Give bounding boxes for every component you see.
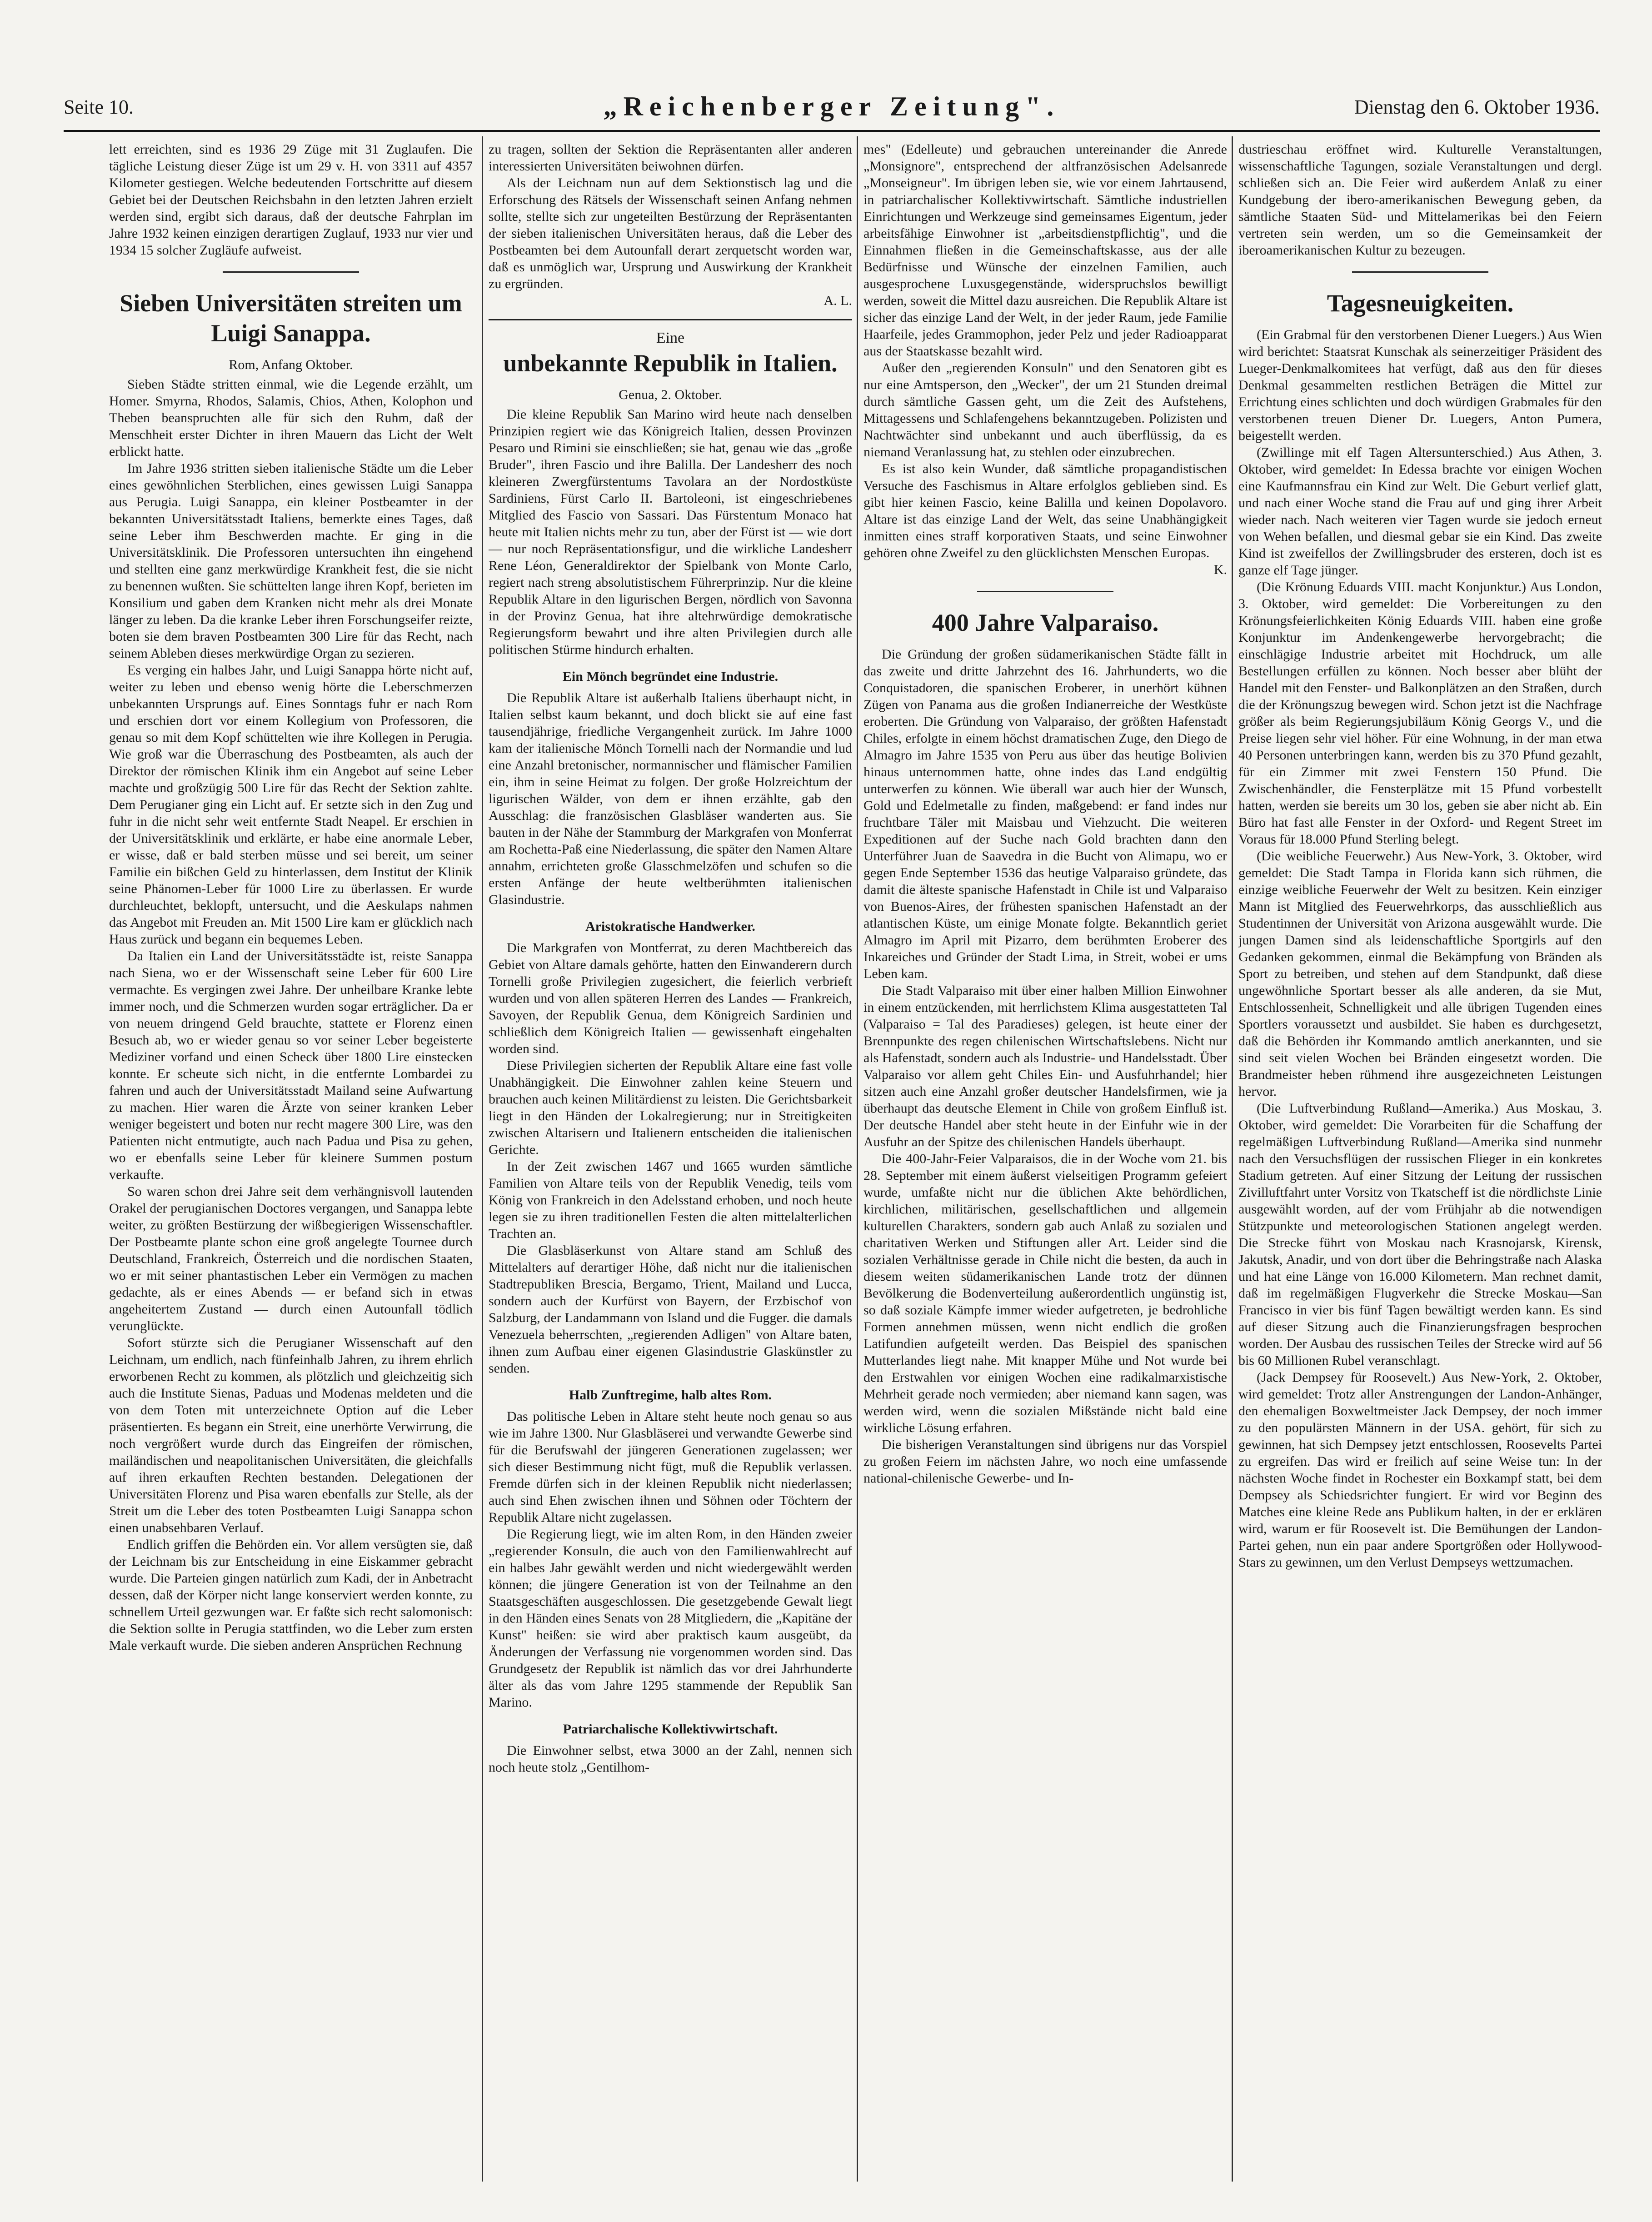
article-paragraph: Die Regierung liegt, wie im alten Rom, in den Händen zweier „regierender Konsuln, die auch von den Familienwahlrecht auf ein halbes Jahr gewählt werden und nicht wiedergewählt werden können; die jüngere Generation ist von der Teilnahme an den Staatsgeschäften ausgeschlossen. Die gesetzgebende Gewalt liegt in den Händen eines Senats von 28 Mitgliedern, die „Kapitäne der Kunst" heißen: sie wird aber praktisch kaum ausgeübt, da Änderungen der Verfassung nie vorgenommen worden sind. Das Grundgesetz der Republik ist nämlich das vor drei Jahrhunderte älter als das vom Jahre 1295 stammende der Republik San Marino. bbox=[489, 1527, 852, 1710]
article-signature: A. L. bbox=[824, 293, 852, 308]
article-paragraph: Es verging ein halbes Jahr, und Luigi Sanappa hörte nicht auf, weiter zu leben und ebenso wenig hörte die Leberschmerzen unbekannten Ursprungs auf. Eines Sonntags fuhr er nach Rom und erschien dort vor einem Kollegium von Professoren, die genau so mit dem Kopf schüttelten wie ihre Kollegen in Perugia. Wie groß war die Überraschung des Postbeamten, als auch der Direktor der römischen Klinik ihm ein Angebot auf seine Leber machte und großzügig 500 Lire für das Recht der Sektion zahlte. Dem Perugianer ging ein Licht auf. Er setzte sich in den Zug und fuhr in die nicht sehr weit entfernte Stadt Neapel. Er erschien in der Universitätsklinik und erklärte, er habe eine anormale Leber, er wisse, daß er bald sterben müsse und sei bereit, um seiner Familie ein bißchen Geld zu hinterlassen, dem Institut der Klinik seine Phänomen-Leber für 1000 Lire zu überlassen. Er wurde durchleuchtet, beklopft, untersucht, und die Aeskulaps nahmen das Angebot mit Freuden an. Mit 1500 Lire kam er glücklich nach Haus zurück und begann ein bequemes Leben. bbox=[109, 663, 473, 947]
article-paragraph: Da Italien ein Land der Universitätsstädte ist, reiste Sanappa nach Siena, wo er der Wissenschaft seine Leber für 600 Lire vermachte. Es vergingen zwei Jahre. Der unheilbare Kranke lebte immer noch, und die Schmerzen wurden sogar erträglicher. Da er von neuem dringend Geld brauchte, stattete er Florenz einen Besuch ab, wo er wieder genau so vor seiner Leber begeisterte Mediziner vorfand und einen Scheck über 1800 Lire einstecken konnte. Er scheute sich nicht, in die entfernte Lombardei zu fahren und auch der Universitätsstadt Mailand seine Aufwartung zu machen. Hier waren die Ärzte von seiner kranken Leber weniger begeistert und boten nur recht magere 300 Lire, was den Patienten nicht entmutigte, auch nach Padua und Pisa zu gehen, wo er ebenfalls seine Leber für kleinere Summen postum verkaufte. bbox=[109, 949, 473, 1182]
column-4 bbox=[1238, 141, 1602, 2172]
masthead-title: „Reichenberger Zeitung". bbox=[603, 91, 1060, 121]
article-dateline: Genua, 2. Oktober. bbox=[619, 387, 722, 402]
article-paragraph: Diese Privilegien sicherten der Republik Altare eine fast volle Unabhängigkeit. Die Einwohner zahlen keine Steuern und brauchen auch keinen Militärdienst zu leisten. Die Gerichtsbarkeit liegt in den Händen der Lokalregierung; nur in Streitigkeiten zwischen Altarisern und Italienern entscheiden die italienischen Gerichte. bbox=[489, 1058, 852, 1157]
section-headline: Tagesneuigkeiten. bbox=[1327, 290, 1514, 317]
column-divider bbox=[482, 136, 483, 2182]
article-separator bbox=[1352, 271, 1488, 273]
section-subhead: Patriarchalische Kollektivwirtschaft. bbox=[563, 1722, 778, 1737]
article-continuation: mes" (Edelleute) und gebrauchen untereinander die Anrede „Monsignore", entsprechend der altfranzösischen Adelsanrede „Monseigneur". Im übrigen leben sie, wie vor einem Jahrtausend, in patriarchalischer Kollektivwirtschaft. Sämtliche industriellen Einrichtungen und Werkzeuge sind gemeinsames Eigentum, jeder arbeitsfähige Einwohner ist „arbeitsdienstpflichtig", und die Einnahmen fließen in die Gemeinschaftskasse, aus der alle Bedürfnisse und Wünsche der einzelnen Familien, auch ausgesprochene Luxusgegenstände, widerspruchslos bewilligt werden, soweit die Mittel dazu ausreichen. Die Republik Altare ist sicher das einzige Land der Welt, in der jeder Raum, jede Familie Haarfeile, jedes Grammophon, jeder Pelz und jeder Radioapparat aus der Staatskasse bezahlt wird. bbox=[863, 142, 1227, 359]
article-paragraph: Außer den „regierenden Konsuln" und den Senatoren gibt es nur eine Amtsperson, den „Wecker", der um 21 Stunden dreimal durch sämtliche Gassen geht, um die Zeit des Aufstehens, Mittagessens und Schlafengehens bekanntzugeben. Polizisten und Nachtwächter sind unbekannt und auch überflüssig, da es niemand Veranlassung hat, zu stehlen oder einzubrechen. bbox=[863, 360, 1227, 459]
section-subhead: Halb Zunftregime, halb altes Rom. bbox=[569, 1388, 772, 1403]
article-paragraph: Es ist also kein Wunder, daß sämtliche propagandistischen Versuche des Faschismus in Altare erfolglos geblieben sind. Es gibt hier keinen Fascio, keine Balilla und keinen Dopolavoro. Altare ist das einzige Land der Welt, das seine Unabhängigkeit inmitten eines straff korporativen Staats, und seine Einwohner gehören ohne Zweifel zu den glücklichsten Menschen Europas. bbox=[863, 461, 1227, 560]
article-separator bbox=[977, 591, 1113, 592]
article-kicker: Eine bbox=[656, 330, 685, 346]
article-paragraph: Die Markgrafen von Montferrat, zu deren Machtbereich das Gebiet von Altare damals gehörte, hatten den Einwanderern durch Tornelli große Privilegien zugesichert, die feierlich verbrieft wurden und von allen späteren Herren des Landes — Frankreich, Savoyen, der Republik Genua, dem Königreich Sardinien und schließlich dem Königreich Italien — gewissenhaft eingehalten worden sind. bbox=[489, 940, 852, 1056]
article-continuation: dustrieschau eröffnet wird. Kulturelle Veranstaltungen, wissenschaftliche Tagungen, soziale Veranstaltungen und dergl. schließen sich an. Die Feier wird außerdem Anlaß zu einer Kundgebung der ibero-amerikanischen Bewegung geben, da sämtliche Staaten Süd- und Mittelamerikas bei den Feiern vertreten sein werden, um so die Gemeinsamkeit der iberoamerikanischen Kultur zu bezeugen. bbox=[1238, 142, 1602, 258]
article-signature: K. bbox=[1213, 562, 1227, 577]
news-item: (Jack Dempsey für Roosevelt.) Aus New-York, 2. Oktober, wird gemeldet: Trotz aller Anstrengungen der Landon-Anhänger, den ehemaligen Boxweltmeister Jack Dempsey, der noch immer zu den populärsten Männern in der USA. gehört, für sich zu gewinnen, hat sich Dempsey jetzt entschlossen, Roosevelts Partei zu ergreifen. Das wird er freilich auf seine Weise tun: In der nächsten Woche findet in Rochester ein Boxkampf statt, bei dem Dempsey als Schiedsrichter fungiert. Er wird vor Beginn des Matches eine kleine Rede ans Publikum halten, in der er erklären wird, warum er für Roosevelt ist. Die Bemühungen der Landon-Partei gehen, nun ein paar andere Sportgrößen oder Hollywood-Stars zu gewinnen, um den Verlust Dempseys wettzumachen. bbox=[1238, 1370, 1602, 1570]
article-paragraph: Die Gründung der großen südamerikanischen Städte fällt in das zweite und dritte Jahrzehnt des 16. Jahrhunderts, wo die Conquistadoren, die spanischen Eroberer, in unerhört kühnen Zügen von Panama aus die großen Indianerreiche der Westküste eroberten. Die Gründung von Valparaiso, der größten Hafenstadt Chiles, erfolgte in einem höchst dramatischen Zuge, den Diego de Almagro im Jahre 1535 von Peru aus über das heutige Bolivien hinaus unternommen hatte, ohne indes das Land endgültig unterwerfen zu können. Wie überall war auch hier der Wunsch, Gold und Edelmetalle zu finden, maßgebend: er fand indes nur fruchtbare Täler mit Maisbau und Viehzucht. Die weiteren Expeditionen auf der Suche nach Gold brachten dann den Unterführer Juan de Saavedra in die Bucht von Alimapu, wo er gegen Ende September 1536 das heutige Valparaiso gründete, das damit die älteste spanische Hafenstadt in Chile ist und Valparaiso von Buenos-Aires, der frühesten spanischen Hafenstadt an der atlantischen Küste, um einige Monate folgte. Bekanntlich geriet Almagro im April mit Pizarro, dem berühmten Eroberer des Inkareiches und Gründer der Stadt Lima, in Streit, wobei er ums Leben kam. bbox=[863, 647, 1227, 981]
column-2 bbox=[489, 141, 852, 2172]
header-rule bbox=[64, 130, 1600, 132]
article-paragraph: Die 400-Jahr-Feier Valparaisos, die in der Woche vom 21. bis 28. September mit einem äußerst vielseitigen Programm gefeiert wurde, umfaßte nicht nur die üblichen Akte behördlichen, kirchlichen, militärischen, gesellschaftlichen und allgemein kulturellen Charakters, sondern gab auch Anlaß zu sozialen und charitativen Werken und Stiftungen aller Art. Leider sind die sozialen Verhältnisse gerade in Chile nicht die besten, da auch in diesem weiten südamerikanischen Lande trotz der dünnen Bevölkerung die Bodenverteilung außerordentlich ungünstig ist, so daß soziale Kämpfe immer wieder aufgetreten, je bedrohliche Formen annehmen müssen, wenn nicht endlich die großen Latifundien aufgeteilt werden. Das Beispiel des spanischen Mutterlandes liegt nahe. Mit knapper Mühe und Not wurde bei den Erstwahlen vor einigen Wochen eine radikalmarxistische Mehrheit gerade noch vermieden; aber niemand kann sagen, was werden wird, wenn die sozialen Mißstände nicht bald eine wirkliche Lösung erfahren. bbox=[863, 1151, 1227, 1435]
section-subhead: Aristokratische Handwerker. bbox=[585, 919, 755, 934]
article-dateline: Rom, Anfang Oktober. bbox=[229, 357, 353, 372]
section-subhead: Ein Mönch begründet eine Industrie. bbox=[562, 669, 779, 684]
news-item: (Die weibliche Feuerwehr.) Aus New-York, 3. Oktober, wird gemeldet: Die Stadt Tampa in Florida kann sich rühmen, die einzige weibliche Feuerwehr der Welt zu besitzen. Kein einziger Mann ist Mitglied des Feuerwehrkorps, das ausschließlich aus Studentinnen der Universität von Arizona ausgewählt wurde. Die jungen Damen sind als leidenschaftliche Sportgirls auf den Gedanken gekommen, einmal die Bekämpfung von Bränden als Sport zu betreiben, und stehen auf dem Standpunkt, daß diese ungewöhnliche Sportart besser als alle anderen, da sie Mut, Entschlossenheit, Schnelligkeit und alle übrigen Tugenden eines Sportlers voraussetzt und ausbildet. Sie haben es durchgesetzt, daß die Behörden ihr Kommando amtlich anerkannten, und sie sind seit vielen Wochen bei Bränden eingesetzt worden. Die Brandmeister heben rühmend ihre ausgezeichneten Leistungen hervor. bbox=[1238, 849, 1602, 1099]
column-3 bbox=[863, 141, 1227, 2172]
issue-date: Dienstag den 6. Oktober 1936. bbox=[1354, 96, 1600, 118]
article-continuation: zu tragen, sollten der Sektion die Repräsentanten aller anderen interessierten Universitäten beiwohnen dürfen. bbox=[489, 142, 852, 174]
column-1 bbox=[109, 141, 473, 2172]
article-paragraph: Die kleine Republik San Marino wird heute nach denselben Prinzipien regiert wie das Königreich Italien, dessen Provinzen Pesaro und Rimini sie einschließen; sie hat, genau wie das „große Bruder", ihren Fascio und ihre Balilla. Der Landesherr des noch kleineren Zwergfürstentums Tavolara an der Nordostküste Sardiniens, Fürst Carlo II. Bartoleoni, ist eingeschriebenes Mitglied des Fascio von Sassari. Das Fürstentum Monaco hat heute mit Italien nichts mehr zu tun, aber der Fürst ist — wie dort — nur noch Repräsentationsfigur, und die wirkliche Landesherr Rene Léon, Generaldirektor der Spielbank von Monte Carlo, regiert nach streng absolutistischem Führerprinzip. Nur die kleine Republik Altare in den ligurischen Bergen, nördlich von Savonna in der Provinz Genua, hat ihre altehrwürdige demokratische Regierungsform bewahrt und ihre alten Privilegien durch alle politischen Stürme hindurch erhalten. bbox=[489, 407, 852, 657]
news-item: (Zwillinge mit elf Tagen Altersunterschied.) Aus Athen, 3. Oktober, wird gemeldet: In Edessa brachte vor einigen Wochen eine Kaufmannsfrau ein Kind zur Welt. Die Geburt verlief glatt, und nach einer Woche stand die Frau auf und ging ihrer Arbeit wieder nach. Nach weiteren vier Tagen wurde sie jedoch erneut von Wehen befallen, und diesmal gebar sie ein Kind. Das zweite Kind ist zweifellos der Zwillingsbruder des ersteren, doch ist es ganze elf Tage jünger. bbox=[1238, 445, 1602, 578]
column-divider bbox=[1232, 136, 1233, 2182]
article-headline: unbekannte Republik in Italien. bbox=[503, 350, 838, 377]
page-number: Seite 10. bbox=[64, 96, 134, 118]
article-paragraph: Sofort stürzte sich die Perugianer Wissenschaft auf den Leichnam, um endlich, nach fünfeinhalb Jahren, zu ihrem ehrlich erworbenen Recht zu kommen, als plötzlich und gleichzeitig sich auch die Institute Sienas, Paduas und Modenas meldeten und die von dem Toten mit unterzeichnete Option auf die Leber präsentierten. Es begann ein Streit, eine unerhörte Verwirrung, die noch vergrößert wurde durch das Eingreifen der römischen, mailändischen und neapolitanischen Universitäten, die gleichfalls auf ihren erkauften Rechten bestanden. Delegationen der Universitäten Florenz und Pisa waren ebenfalls zur Stelle, als der Streit um die Leber des toten Postbeamten Luigi Sanappa schon einen unabsehbaren Verlauf. bbox=[109, 1335, 473, 1535]
article-paragraph: Die Einwohner selbst, etwa 3000 an der Zahl, nennen sich noch heute stolz „Gentilhom- bbox=[489, 1743, 852, 1775]
article-headline: Sieben Universitäten streiten um Luigi Sanappa. bbox=[120, 290, 462, 347]
page-header bbox=[64, 86, 1600, 127]
news-item: (Ein Grabmal für den verstorbenen Diener Luegers.) Aus Wien wird berichtet: Staatsrat Kunschak als seinerzeitiger Präsident des Lueger-Denkmalkomitees hat verfügt, daß aus den für dieses Denkmal gesammelten restlichen Beträgen die Mittel zur Errichtung eines schlichten und doch würdigen Grabmales für den verstorbenen treuen Diener Dr. Luegers, Anton Pumera, beigestellt werden. bbox=[1238, 327, 1602, 443]
article-paragraph: Sieben Städte stritten einmal, wie die Legende erzählt, um Homer. Smyrna, Rhodos, Salamis, Chios, Athen, Kolophon und Theben beanspruchten alle für sich den Ruhm, daß der Menschheit erster Dichter in ihren Mauern das Licht der Welt erblickt hatte. bbox=[109, 377, 473, 459]
article-paragraph: Die Glasbläserkunst von Altare stand am Schluß des Mittelalters auf derartiger Höhe, daß nicht nur die italienischen Stadtrepubliken Brescia, Bergamo, Trient, Mailand und Lucca, sondern auch der Kurfürst von Bayern, der Erzbischof von Salzburg, der Landammann von Island und die Fugger. die damals Venezuela beherrschten, „regierenden Adligen" von Altare baten, ihnen zum Aufbau einer eigenen Glasindustrie Glaskünstler zu senden. bbox=[489, 1243, 852, 1376]
article-separator bbox=[223, 271, 359, 273]
article-paragraph: Die bisherigen Veranstaltungen sind übrigens nur das Vorspiel zu großen Feiern im nächsten Jahre, wo noch eine umfassende national-chilenische Gewerbe- und In- bbox=[863, 1437, 1227, 1486]
article-paragraph: Endlich griffen die Behörden ein. Vor allem versügten sie, daß der Leichnam bis zur Entscheidung in eine Eiskammer gebracht wurde. Die Parteien gingen natürlich zum Kadi, der in Anbetracht dessen, daß der Körper nicht lange konserviert werden konnte, zu schnellem Urteil gezwungen war. Er faßte sich recht salomonisch: die Sektion sollte in Perugia stattfinden, wo die Leber zum ersten Male verkauft wurde. Die sieben anderen Ansprüchen Rechnung bbox=[109, 1537, 473, 1653]
article-paragraph: Im Jahre 1936 stritten sieben italienische Städte um die Leber eines gewöhnlichen Sterblichen, eines gewissen Luigi Sanappa aus Perugia. Luigi Sanappa, ein kleiner Postbeamter in der bekannten Universitätsstadt Italiens, bemerkte eines Tages, daß seine Leber ihm Beschwerden machte. Er ging in die Universitätsklinik. Die Professoren untersuchten ihn eingehend und stellten eine ganz merkwürdige Krankheit fest, die sie nicht zu benennen wußten. Sie schüttelten lange ihren Kopf, berieten im Konsilium und gaben dem Kranken nicht mehr als drei Monate länger zu leben. Da die kranke Leber ihren Forschungseifer reizte, boten sie dem braven Postbeamten 300 Lire für das Recht, nach seinem Ableben dieses merkwürdige Organ zu sezieren. bbox=[109, 461, 473, 661]
article-continuation: lett erreichten, sind es 1936 29 Züge mit 31 Zuglaufen. Die tägliche Leistung dieser Züge ist um 29 v. H. von 3311 auf 4357 Kilometer gestiegen. Welche bedeutenden Fortschritte auf diesem Gebiet bei der Deutschen Reichsbahn in den letzten Jahren erzielt werden sind, ergibt sich daraus, daß der deutsche Fahrplan im Jahre 1932 keinen einzigen derartigen Zuglauf, 1933 nur vier und 1934 15 solcher Zugläufe aufweist. bbox=[109, 142, 473, 258]
article-headline: 400 Jahre Valparaiso. bbox=[932, 609, 1159, 636]
article-paragraph: So waren schon drei Jahre seit dem verhängnisvoll lautenden Orakel der perugianischen Doctores vergangen, und Sanappa lebte weiter, zu größten Bestürzung der wißbegierigen Wissenschaftler. Der Postbeamte plante schon eine groß angelegte Tournee durch Deutschland, Frankreich, Österreich und die nordischen Staaten, wo er mit seiner phantastischen Leber ein Vermögen zu machen gedachte, als er eines Abends — er befand sich in etwas angeheitertem Zustand — durch einen Autounfall tödlich verunglückte. bbox=[109, 1184, 473, 1333]
news-item: (Die Luftverbindung Rußland—Amerika.) Aus Moskau, 3. Oktober, wird gemeldet: Die Vorarbeiten für die Schaffung der regelmäßigen Luftverbindung Rußland—Amerika sind nunmehr nach den Versuchsflügen der russischen Flieger in ein konkretes Stadium getreten. Auf einer Sitzung der Leitung der russischen Zivilluftfahrt unter Vorsitz von Tkatscheff ist die nördlichste Linie ausgewählt worden, auf der vom Frühjahr ab die notwendigen Stützpunkte und meteorologischen Stationen angelegt werden. Die Strecke führt von Moskau nach Krasnojarsk, Kirensk, Jakutsk, Anadir, und von dort über die Behringstraße nach Alaska und hat eine Länge von 16.000 Kilometern. Man rechnet damit, daß im regelmäßigen Flugverkehr die Strecke Moskau—San Francisco in vier bis fünf Tagen bewältigt werden kann. Es sind auf dieser Sitzung auch die Finanzierungsfragen besprochen worden. Der Ausbau des russischen Teiles der Strecke wird auf 56 bis 60 Millionen Rubel veranschlagt. bbox=[1238, 1101, 1602, 1368]
column-divider bbox=[857, 136, 858, 2182]
article-paragraph: In der Zeit zwischen 1467 und 1665 wurden sämtliche Familien von Altare teils von der Republik Venedig, teils vom König von Frankreich in den Adelsstand erhoben, und noch heute legen sie zu ihren traditionellen Festen die alten mittelalterlichen Trachten an. bbox=[489, 1159, 852, 1241]
news-item: (Die Krönung Eduards VIII. macht Konjunktur.) Aus London, 3. Oktober, wird gemeldet: Die Vorbereitungen zu den Krönungsfeierlichkeiten König Eduards VIII. haben eine große Konjunktur im Andenkengewerbe hervorgebracht; die einschlägige Industrie arbeitet mit Hochdruck, um alle Bestellungen erfüllen zu können. Noch besser aber blüht der Handel mit den Fenster- und Balkonplätzen an den Straßen, durch die der Krönungszug bewegen wird. Schon jetzt ist die Nachfrage größer als beim Regierungsjubiläum König Georgs V., und die Preise liegen sehr viel höher. Für eine Wohnung, in der man etwa 40 Personen unterbringen kann, werden bis zu 370 Pfund gezahlt, für ein Zimmer mit zwei Fenstern 150 Pfund. Die Zwischenhändler, die Fensterplätze mit 15 Pfund vorbestellt hatten, werden sie bereits um 30 los, geben sie aber nicht ab. Ein Büro hat fast alle Fenster in der Oxford- und Regent Street im Voraus für 18.000 Pfund Sterling belegt. bbox=[1238, 579, 1602, 847]
article-paragraph: Die Republik Altare ist außerhalb Italiens überhaupt nicht, in Italien selbst kaum bekannt, und doch blickt sie auf eine fast tausendjährige, friedliche Vergangenheit zurück. Im Jahre 1000 kam der italienische Mönch Tornelli nach der Normandie und lud eine Anzahl bretonischer, normannischer und flämischer Familien ein, ihm in seine Heimat zu folgen. Der große Holzreichtum der ligurischen Wälder, von dem er ihnen erzählte, gab den Ausschlag: die französischen Glasbläser wanderten aus. Sie bauten in der Nähe der Stammburg der Markgrafen von Monferrat am Rochetta-Paß eine Niederlassung, die später den Namen Altare annahm, errichteten große Glasschmelzöfen und schufen so die ersten Anfänge der heute weltberühmten italienischen Glasindustrie. bbox=[489, 690, 852, 907]
article-separator bbox=[489, 319, 852, 320]
article-paragraph: Das politische Leben in Altare steht heute noch genau so aus wie im Jahre 1300. Nur Glasbläserei und verwandte Gewerbe sind für die Berufswahl der jüngeren Generationen zugelassen; wer sich dieser Bestimmung nicht fügt, muß die Republik verlassen. Fremde dürfen sich in der kleinen Republik nicht niederlassen; auch sind Ehen zwischen ihnen und Söhnen oder Töchtern der Republik Altare nicht zugelassen. bbox=[489, 1409, 852, 1525]
article-paragraph: Die Stadt Valparaiso mit über einer halben Million Einwohner in einem entzückenden, mit herrlichstem Klima ausgestatteten Tal (Valparaiso = Tal des Paradieses) gelegen, ist heute einer der Brennpunkte des regen chilenischen Wirtschaftslebens. Nicht nur als Hafenstadt, sondern auch als Industrie- und Handelsstadt. Über Valparaiso vor allem geht Chiles Ein- und Ausfuhrhandel; hier sitzen auch eine Anzahl großer deutscher Handelsfirmen, wie ja überhaupt das deutsche Element in Chile von großem Einfluß ist. Der deutsche Handel aber steht heute in der Einfuhr wie in der Ausfuhr an der Spitze des chilenischen Handels überhaupt. bbox=[863, 983, 1227, 1149]
article-paragraph: Als der Leichnam nun auf dem Sektionstisch lag und die Erforschung des Rätsels der Wissenschaft seinen Anfang nehmen sollte, stellte sich zur ungeteilten Bestürzung der Repräsentanten der sieben italienischen Universitäten heraus, daß die Leber des Postbeamten bei dem Autounfall derart zerquetscht worden war, daß es unmöglich war, Ursprung und Auswirkung der Krankheit zu ergründen. bbox=[489, 175, 852, 291]
